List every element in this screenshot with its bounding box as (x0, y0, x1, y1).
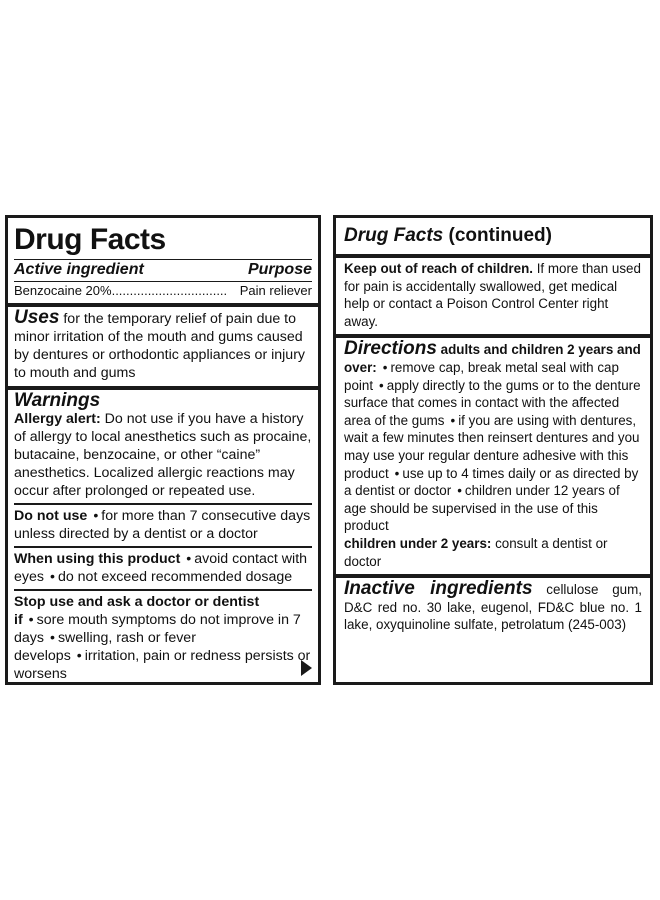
allergy-label: Allergy alert: (14, 411, 101, 427)
when-using-label: When using this product (14, 551, 181, 567)
stop-use-item: • swelling, rash or fever develops (14, 630, 196, 664)
ingredient-name: Benzocaine 20% (14, 283, 112, 298)
purpose-heading: Purpose (247, 261, 312, 278)
direction-item: • use up to 4 times daily or as directed by a dentist or doctor (344, 466, 638, 499)
drug-facts-title: Drug Facts (14, 223, 166, 256)
uses-text: for the temporary relief of pain due to minor irritation of the mouth and gums caused by dentures or orthodontic appliances or injury to mouth and gums (14, 311, 306, 381)
direction-item: • children under 12 years of age should be supervised in the use of this product (344, 483, 620, 533)
do-not-use (8, 505, 318, 543)
directions-section (336, 338, 650, 570)
under-2-label: children under 2 years: (344, 535, 492, 551)
direction-item: • apply directly to the gums or to the denture surface that comes in contact with the affected area of the gums (344, 378, 641, 428)
direction-item: • if you are using with dentures, wait a few minutes then reinsert dentures and you may use your regular denture adhesive with this product (344, 413, 640, 481)
stop-use-label: Stop use and ask a doctor or dentist if (14, 594, 260, 628)
inactive-title: Inactive ingredients (344, 578, 533, 600)
ingredient-row (8, 282, 318, 299)
under-2-line (344, 535, 642, 570)
inactive-ingredients-section (336, 578, 650, 634)
drug-facts-panel-right (333, 215, 653, 685)
drug-facts-panel-left (5, 215, 321, 685)
do-not-use-label: Do not use (14, 508, 88, 524)
inactive-text: cellulose gum, D&C red no. 30 lake, eugenol, FD&C blue no. 1 lake, oxyquinoline sulfate, petrolatum (245-003) (344, 582, 642, 633)
direction-item: • remove cap, break metal seal with cap point (344, 360, 619, 393)
when-using-item: • do not exceed recommended dosage (44, 569, 292, 585)
directions-adults-label: adults and children 2 years and over: (344, 342, 641, 375)
uses-section (8, 307, 318, 382)
keep-out-label: Keep out of reach of children. (344, 261, 533, 276)
continue-arrow-icon (301, 660, 312, 676)
warnings-section (8, 390, 318, 500)
uses-title: Uses (14, 307, 60, 328)
ingredient-purpose: Pain reliever (239, 283, 312, 298)
keep-out-section (336, 258, 650, 330)
leader-dots: ................................ (111, 283, 228, 298)
allergy-alert (14, 410, 312, 500)
stop-use (8, 591, 318, 683)
stop-use-item: • sore mouth symptoms do not improve in 7 days (14, 612, 301, 646)
allergy-text: Do not use if you have a history of allergy to local anesthetics such as procaine, butacaine, benzocaine, or other “caine” anesthetics. Localized allergic reactions may occur after prolonged or repeated use. (14, 411, 312, 499)
drug-facts-title: Drug Facts (344, 225, 444, 246)
continued-label: (continued) (443, 225, 552, 246)
when-using (8, 548, 318, 586)
under-2-text: consult a dentist or doctor (344, 535, 608, 569)
warnings-title: Warnings (14, 390, 101, 411)
active-ingredient-header (8, 260, 318, 280)
directions-title: Directions (344, 338, 437, 360)
keep-out-text: If more than used for pain is accidentally swallowed, get medical help or contact a Poison Control Center right away. (344, 261, 641, 329)
do-not-use-text: • for more than 7 consecutive days unless directed by a dentist or a doctor (14, 508, 310, 542)
when-using-item: • avoid contact with eyes (14, 551, 307, 585)
active-ingredient-heading: Active ingredient (14, 261, 144, 278)
drug-facts-continued-title (336, 218, 650, 250)
stop-use-item: • irritation, pain or redness persists or worsens (14, 648, 310, 682)
